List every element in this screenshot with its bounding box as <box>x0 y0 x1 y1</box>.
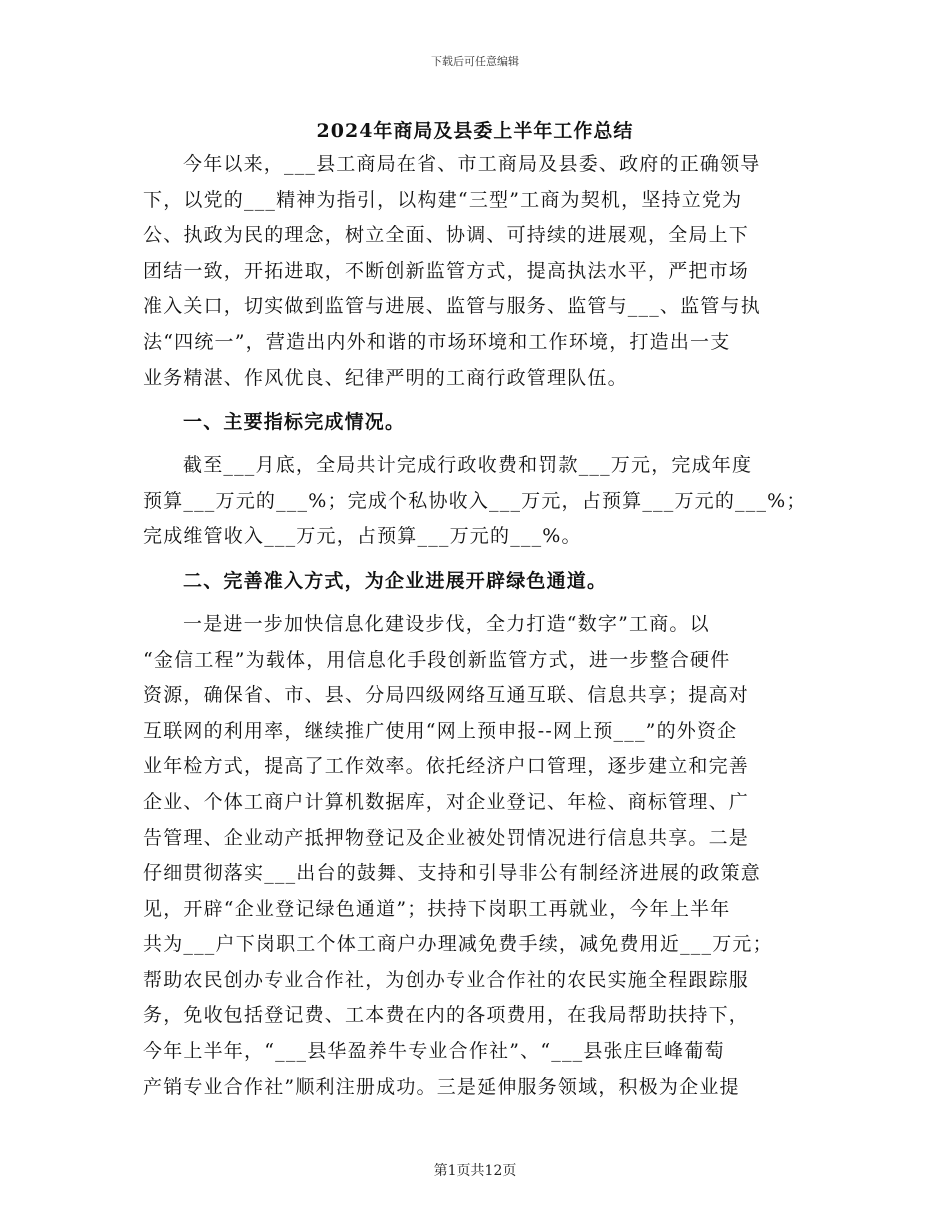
text-line: 务，免收包括登记费、工本费在内的各项费用，在我局帮助扶持下， <box>143 1004 750 1027</box>
text-line: 今年上半年，“___县华盈养牛专业合作社”、“___县张庄巨峰葡萄 <box>143 1040 725 1063</box>
text-line: 产销专业合作社”顺利注册成功。三是延伸服务领域，积极为企业提 <box>143 1075 740 1098</box>
text-line: 公、执政为民的理念，树立全面、协调、可持续的进展观，全局上下 <box>143 224 750 247</box>
text-line: 下，以党的___精神为指引，以构建“三型”工商为契机，坚持立党为 <box>143 188 743 211</box>
text-line: 帮助农民创办专业合作社，为创办专业合作社的农民实施全程跟踪服 <box>143 968 750 991</box>
text-line: 今年以来，___县工商局在省、市工商局及县委、政府的正确领导 <box>183 153 761 175</box>
text-line: 截至___月底，全局共计完成行政收费和罚款___万元，完成年度 <box>183 454 753 477</box>
text-line: “金信工程”为载体，用信息化手段创新监管方式，进一步整合硬件 <box>143 648 731 671</box>
text-line: 业务精湛、作风优良、纪律严明的工商行政管理队伍。 <box>143 366 628 389</box>
text-line: 企业、个体工商户计算机数据库，对企业登记、年检、商标管理、广 <box>143 790 750 813</box>
text-line: 完成维管收入___万元，占预算___万元的___%。 <box>143 525 582 548</box>
text-line: 法“四统一”，营造出内外和谐的市场环境和工作环境，打造出一支 <box>143 330 731 353</box>
text-line: 预算___万元的___%；完成个私协收入___万元，占预算___万元的___%； <box>143 489 807 512</box>
document-title: 2024年商局及县委上半年工作总结 <box>316 120 634 142</box>
document-body <box>143 147 813 1105</box>
text-line: 准入关口，切实做到监管与进展、监管与服务、监管与___、监管与执 <box>143 295 761 318</box>
text-line: 团结一致，开拓进取，不断创新监管方式，提高执法水平，严把市场 <box>143 259 750 282</box>
text-line: 仔细贯彻落实___出台的鼓舞、支持和引导非公有制经济进展的政策意 <box>143 862 761 885</box>
paragraph-indicators <box>143 448 813 555</box>
text-line: 资源，确保省、市、县、分局四级网络互通互联、信息共享；提高对 <box>143 684 750 707</box>
paragraph-intro <box>143 147 813 396</box>
text-line: 互联网的利用率，继续推广使用“网上预申报--网上预___”的外资企 <box>143 719 738 742</box>
text-line: 一是进一步加快信息化建设步伐，全力打造“数字”工商。以 <box>183 612 710 635</box>
paragraph-access <box>143 607 813 1105</box>
text-line: 告管理、企业动产抵押物登记及企业被处罚情况进行信息共享。二是 <box>143 826 750 849</box>
section-heading-1: 一、主要指标完成情况。 <box>183 411 406 434</box>
text-line: 业年检方式，提高了工作效率。依托经济户口管理，逐步建立和完善 <box>143 755 750 778</box>
page-number: 第1页共12页 <box>433 1163 517 1179</box>
text-line: 见，开辟“企业登记绿色通道”；扶持下岗职工再就业，今年上半年 <box>143 897 731 920</box>
page-header-note: 下载后可任意编辑 <box>431 55 519 68</box>
text-line: 共为___户下岗职工个体工商户办理减免费手续，减免费用近___万元； <box>143 933 773 956</box>
section-heading-2: 二、完善准入方式，为企业进展开辟绿色通道。 <box>183 569 608 592</box>
